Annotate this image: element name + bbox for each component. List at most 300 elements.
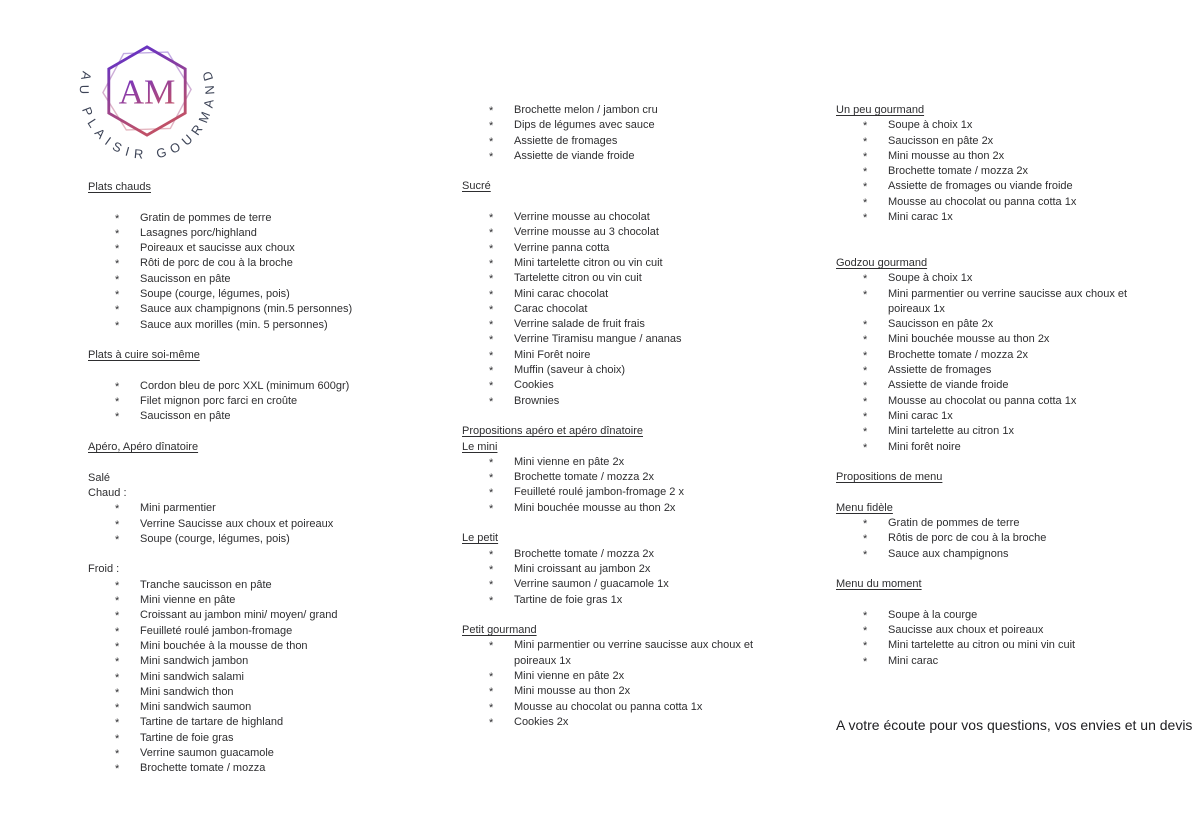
menu-item — [462, 348, 782, 363]
bullet-asterisk: * — [863, 150, 868, 163]
section-heading: Le petit — [462, 532, 499, 545]
menu-item — [836, 440, 1136, 455]
menu-item — [462, 562, 782, 577]
bullet-asterisk: * — [863, 273, 868, 286]
spacer — [88, 547, 410, 562]
section-heading: Sucré — [462, 180, 491, 193]
bullet-asterisk: * — [115, 319, 120, 332]
bullet-asterisk: * — [489, 563, 494, 576]
menu-item-text: Mini Forêt noire — [514, 348, 591, 361]
logo — [72, 16, 222, 166]
bullet-asterisk: * — [115, 763, 120, 776]
item-list — [88, 578, 410, 777]
menu-item-text: Carac chocolat — [514, 302, 588, 315]
bullet-asterisk: * — [863, 288, 868, 301]
menu-item — [88, 624, 410, 639]
bullet-asterisk: * — [489, 150, 494, 163]
menu-item — [836, 409, 1136, 424]
item-list — [462, 638, 782, 730]
bullet-asterisk: * — [863, 625, 868, 638]
menu-item-text: Mini vienne en pâte 2x — [514, 455, 625, 468]
section-label: Chaud : — [88, 486, 127, 499]
menu-item — [462, 470, 782, 485]
menu-item-text: Mousse au chocolat ou panna cotta 1x — [888, 195, 1077, 208]
menu-item-text: Mini carac — [888, 654, 939, 667]
menu-item-text: Saucisse aux choux et poireaux — [888, 624, 1044, 637]
menu-item — [88, 654, 410, 669]
menu-item — [88, 761, 410, 776]
menu-item — [462, 638, 782, 669]
bullet-asterisk: * — [115, 671, 120, 684]
menu-item — [836, 394, 1136, 409]
bullet-asterisk: * — [115, 503, 120, 516]
menu-item — [88, 746, 410, 761]
menu-item-text: Mini carac 1x — [888, 211, 953, 224]
spacer — [462, 409, 782, 424]
menu-item — [836, 348, 1136, 363]
bullet-asterisk: * — [863, 135, 868, 148]
menu-item-text: Mini tartelette citron ou vin cuit — [514, 256, 663, 269]
bullet-asterisk: * — [489, 456, 494, 469]
menu-item — [836, 516, 1136, 531]
menu-item-text: Mini mousse au thon 2x — [514, 685, 631, 698]
footer-note: A votre écoute pour vos questions, vos envies et un devis — [836, 716, 1193, 733]
bullet-asterisk: * — [489, 288, 494, 301]
bullet-asterisk: * — [489, 334, 494, 347]
menu-item-text: Cordon bleu de porc XXL (minimum 600gr) — [140, 379, 350, 392]
item-list — [462, 547, 782, 608]
bullet-asterisk: * — [489, 670, 494, 683]
menu-item — [88, 700, 410, 715]
menu-item-text: Soupe à choix 1x — [888, 119, 973, 132]
menu-item-text: Mini parmentier ou verrine saucisse aux choux et poireaux 1x — [888, 287, 1128, 315]
menu-item-text: Filet mignon porc farci en croûte — [140, 395, 298, 408]
menu-item — [88, 670, 410, 685]
menu-item-text: Brochette tomate / mozza 2x — [514, 471, 655, 484]
menu-item-text: Assiette de fromages ou viande froide — [888, 180, 1073, 193]
bullet-asterisk: * — [863, 166, 868, 179]
menu-item — [836, 210, 1136, 225]
spacer — [88, 333, 410, 348]
menu-item — [462, 241, 782, 256]
menu-item — [88, 593, 410, 608]
menu-item-text: Mini tartelette au citron 1x — [888, 425, 1014, 438]
menu-item — [462, 394, 782, 409]
bullet-asterisk: * — [115, 289, 120, 302]
spacer — [462, 516, 782, 531]
bullet-asterisk: * — [489, 273, 494, 286]
logo-svg — [72, 16, 222, 166]
menu-item — [836, 547, 1136, 562]
menu-item — [836, 271, 1136, 286]
menu-item — [462, 593, 782, 608]
item-list — [462, 455, 782, 516]
menu-item-text: Soupe (courge, légumes, pois) — [140, 288, 290, 301]
menu-item — [836, 608, 1136, 623]
section-heading: Propositions de menu — [836, 471, 943, 484]
menu-item — [836, 179, 1136, 194]
menu-item — [88, 379, 410, 394]
menu-item-text: Brochette tomate / mozza 2x — [888, 348, 1029, 361]
menu-item — [836, 134, 1136, 149]
menu-item-text: Mini vienne en pâte — [140, 594, 236, 607]
menu-item-text: Cookies — [514, 379, 554, 392]
section-label: Froid : — [88, 563, 120, 576]
bullet-asterisk: * — [489, 257, 494, 270]
menu-item-text: Tranche saucisson en pâte — [140, 578, 272, 591]
menu-item-text: Mini bouchée à la mousse de thon — [140, 639, 308, 652]
bullet-asterisk: * — [863, 533, 868, 546]
menu-item-text: Mini mousse au thon 2x — [888, 149, 1005, 162]
menu-item-text: Mini parmentier — [140, 502, 216, 515]
menu-item-text: Saucisson en pâte 2x — [888, 134, 994, 147]
menu-item-text: Mini parmentier ou verrine saucisse aux choux et poireaux 1x — [514, 639, 754, 667]
menu-item-text: Tartine de foie gras 1x — [514, 593, 623, 606]
menu-item — [88, 241, 410, 256]
menu-item — [462, 317, 782, 332]
section-label: Salé — [88, 471, 111, 484]
menu-item — [462, 210, 782, 225]
section-heading: Menu fidèle — [836, 501, 893, 514]
bullet-asterisk: * — [863, 640, 868, 653]
section-heading: Plats chauds — [88, 181, 151, 193]
menu-item-text: Feuilleté roulé jambon-fromage 2 x — [514, 486, 684, 499]
menu-column-1 — [88, 180, 410, 777]
menu-item-text: Rôti de porc de cou à la broche — [140, 257, 293, 270]
bullet-asterisk: * — [489, 365, 494, 378]
menu-item — [462, 134, 782, 149]
bullet-asterisk: * — [489, 135, 494, 148]
menu-item-text: Verrine saumon guacamole — [140, 746, 274, 759]
menu-item — [462, 363, 782, 378]
section-heading: Le mini — [462, 440, 498, 453]
bullet-asterisk: * — [115, 304, 120, 317]
bullet-asterisk: * — [115, 747, 120, 760]
spacer — [462, 195, 782, 210]
bullet-asterisk: * — [115, 518, 120, 531]
bullet-asterisk: * — [863, 120, 868, 133]
menu-item-text: Sauce aux champignons (min.5 personnes) — [140, 303, 353, 316]
menu-item-text: Soupe (courge, légumes, pois) — [140, 532, 290, 545]
bullet-asterisk: * — [489, 472, 494, 485]
item-list — [462, 210, 782, 409]
logo-ring-text: AU PLAISIR GOURMAND — [76, 64, 218, 163]
menu-item-text: Brochette tomate / mozza — [140, 762, 266, 775]
menu-column-2 — [462, 103, 782, 730]
bullet-asterisk: * — [115, 595, 120, 608]
menu-item-text: Sauce aux morilles (min. 5 personnes) — [140, 318, 328, 331]
menu-item-text: Verrine saumon / guacamole 1x — [514, 578, 669, 591]
bullet-asterisk: * — [489, 502, 494, 515]
menu-item — [88, 318, 410, 333]
spacer — [462, 608, 782, 623]
menu-item — [462, 332, 782, 347]
menu-item — [462, 669, 782, 684]
menu-item — [836, 638, 1136, 653]
menu-item-text: Brochette tomate / mozza 2x — [514, 547, 655, 560]
menu-item — [88, 394, 410, 409]
menu-item — [88, 287, 410, 302]
item-list — [836, 608, 1136, 669]
menu-item-text: Verrine mousse au chocolat — [514, 211, 650, 224]
bullet-asterisk: * — [115, 625, 120, 638]
bullet-asterisk: * — [115, 656, 120, 669]
menu-item — [462, 256, 782, 271]
bullet-asterisk: * — [489, 227, 494, 240]
spacer — [836, 593, 1136, 608]
bullet-asterisk: * — [115, 533, 120, 546]
menu-item-text: Gratin de pommes de terre — [888, 517, 1020, 530]
logo-monogram: AM — [118, 72, 176, 112]
bullet-asterisk: * — [489, 105, 494, 117]
menu-item — [836, 623, 1136, 638]
menu-item-text: Saucisson en pâte 2x — [888, 318, 994, 331]
menu-item — [88, 731, 410, 746]
menu-item — [462, 501, 782, 516]
menu-item — [462, 715, 782, 730]
section-heading: Menu du moment — [836, 578, 922, 591]
menu-item — [88, 639, 410, 654]
menu-item-text: Rôtis de porc de cou à la broche — [888, 532, 1047, 545]
menu-item-text: Dips de légumes avec sauce — [514, 119, 655, 132]
spacer — [88, 364, 410, 379]
item-list — [88, 211, 410, 333]
menu-item-text: Soupe à choix 1x — [888, 272, 973, 285]
menu-item-text: Mini tartelette au citron ou mini vin cuit — [888, 639, 1076, 652]
menu-item — [88, 608, 410, 623]
bullet-asterisk: * — [489, 487, 494, 500]
menu-item — [88, 256, 410, 271]
menu-item-text: Assiette de viande froide — [888, 379, 1009, 392]
bullet-asterisk: * — [115, 717, 120, 730]
spacer — [462, 164, 782, 179]
bullet-asterisk: * — [863, 349, 868, 362]
menu-item-text: Croissant au jambon mini/ moyen/ grand — [140, 609, 338, 622]
spacer — [836, 485, 1136, 500]
menu-item-text: Verrine Tiramisu mangue / ananas — [514, 333, 682, 346]
menu-item — [462, 287, 782, 302]
bullet-asterisk: * — [489, 380, 494, 393]
menu-item-text: Verrine Saucisse aux choux et poireaux — [140, 517, 334, 530]
menu-item — [836, 149, 1136, 164]
menu-item-text: Mousse au chocolat ou panna cotta 1x — [514, 700, 703, 713]
bullet-asterisk: * — [115, 258, 120, 271]
spacer — [836, 562, 1136, 577]
bullet-asterisk: * — [863, 441, 868, 454]
section-heading: Un peu gourmand — [836, 104, 925, 116]
bullet-asterisk: * — [863, 426, 868, 439]
section-heading: Petit gourmand — [462, 624, 537, 637]
section-heading: Plats à cuire soi-même — [88, 349, 200, 362]
spacer — [88, 195, 410, 210]
spacer — [836, 455, 1136, 470]
menu-item — [462, 455, 782, 470]
bullet-asterisk: * — [115, 273, 120, 286]
menu-item-text: Mini carac 1x — [888, 409, 953, 422]
menu-item — [836, 424, 1136, 439]
item-list — [462, 103, 782, 164]
bullet-asterisk: * — [863, 518, 868, 531]
menu-item — [462, 378, 782, 393]
spacer — [88, 425, 410, 440]
bullet-asterisk: * — [863, 181, 868, 194]
bullet-asterisk: * — [115, 579, 120, 592]
bullet-asterisk: * — [863, 365, 868, 378]
bullet-asterisk: * — [863, 334, 868, 347]
menu-item — [462, 577, 782, 592]
menu-item — [88, 578, 410, 593]
bullet-asterisk: * — [863, 196, 868, 209]
section-heading: Apéro, Apéro dînatoire — [88, 441, 199, 454]
bullet-asterisk: * — [489, 120, 494, 133]
menu-item-text: Muffin (saveur à choix) — [514, 364, 626, 377]
menu-item — [836, 363, 1136, 378]
menu-item — [462, 700, 782, 715]
bullet-asterisk: * — [115, 610, 120, 623]
menu-item — [462, 547, 782, 562]
item-list — [836, 271, 1136, 455]
menu-item-text: Verrine panna cotta — [514, 241, 610, 254]
menu-item-text: Mini sandwich jambon — [140, 655, 249, 668]
bullet-asterisk: * — [863, 410, 868, 423]
menu-item-text: Saucisson en pâte — [140, 410, 231, 423]
menu-item — [836, 654, 1136, 669]
bullet-asterisk: * — [489, 349, 494, 362]
menu-item-text: Lasagnes porc/highland — [140, 226, 257, 239]
spacer — [836, 225, 1136, 240]
bullet-asterisk: * — [115, 732, 120, 745]
menu-item — [462, 485, 782, 500]
menu-item — [462, 149, 782, 164]
bullet-asterisk: * — [489, 640, 494, 653]
bullet-asterisk: * — [863, 212, 868, 225]
menu-item — [462, 271, 782, 286]
menu-item-text: Poireaux et saucisse aux choux — [140, 242, 295, 255]
menu-item — [88, 226, 410, 241]
section-heading: Propositions apéro et apéro dînatoire — [462, 425, 644, 438]
bullet-asterisk: * — [115, 243, 120, 256]
bullet-asterisk: * — [489, 701, 494, 714]
menu-item — [836, 531, 1136, 546]
menu-item-text: Brochette tomate / mozza 2x — [888, 165, 1029, 178]
menu-item-text: Mini croissant au jambon 2x — [514, 562, 651, 575]
menu-item-text: Assiette de fromages — [514, 134, 618, 147]
menu-item-text: Sauce aux champignons — [888, 547, 1009, 560]
menu-item — [836, 317, 1136, 332]
menu-item-text: Mini sandwich saumon — [140, 701, 252, 714]
menu-item — [88, 272, 410, 287]
bullet-asterisk: * — [863, 380, 868, 393]
bullet-asterisk: * — [489, 686, 494, 699]
menu-item — [836, 164, 1136, 179]
menu-item-text: Tartine de tartare de highland — [140, 716, 284, 729]
bullet-asterisk: * — [115, 396, 120, 409]
item-list — [88, 501, 410, 547]
bullet-asterisk: * — [489, 548, 494, 561]
menu-item-text: Assiette de viande froide — [514, 149, 635, 162]
menu-item — [462, 118, 782, 133]
menu-item-text: Tartine de foie gras — [140, 731, 234, 744]
menu-column-3 — [836, 103, 1193, 735]
bullet-asterisk: * — [115, 411, 120, 424]
menu-item-text: Mini bouchée mousse au thon 2x — [888, 333, 1050, 346]
bullet-asterisk: * — [863, 655, 868, 668]
bullet-asterisk: * — [863, 548, 868, 561]
bullet-asterisk: * — [115, 227, 120, 240]
menu-item — [462, 225, 782, 240]
item-list — [836, 118, 1136, 225]
bullet-asterisk: * — [489, 579, 494, 592]
menu-item-text: Saucisson en pâte — [140, 272, 231, 285]
menu-item-text: Mini forêt noire — [888, 440, 961, 453]
bullet-asterisk: * — [115, 702, 120, 715]
menu-item-text: Mini vienne en pâte 2x — [514, 669, 625, 682]
spacer — [836, 241, 1136, 256]
menu-item — [836, 332, 1136, 347]
bullet-asterisk: * — [115, 686, 120, 699]
menu-item-text: Mini carac chocolat — [514, 287, 609, 300]
item-list — [88, 379, 410, 425]
menu-item-text: Assiette de fromages — [888, 364, 992, 377]
menu-item-text: Brownies — [514, 394, 560, 407]
menu-item — [88, 302, 410, 317]
menu-item-text: Feuilleté roulé jambon-fromage — [140, 624, 293, 637]
menu-item — [462, 302, 782, 317]
menu-item — [462, 103, 782, 118]
section-heading: Godzou gourmand — [836, 256, 928, 269]
spacer — [88, 455, 410, 470]
menu-item — [88, 211, 410, 226]
menu-item-text: Verrine mousse au 3 chocolat — [514, 226, 659, 239]
bullet-asterisk: * — [489, 303, 494, 316]
menu-item — [462, 684, 782, 699]
bullet-asterisk: * — [489, 242, 494, 255]
menu-item-text: Tartelette citron ou vin cuit — [514, 272, 642, 285]
bullet-asterisk: * — [489, 395, 494, 408]
bullet-asterisk: * — [489, 212, 494, 225]
menu-item-text: Mousse au chocolat ou panna cotta 1x — [888, 394, 1077, 407]
menu-item — [88, 532, 410, 547]
bullet-asterisk: * — [115, 380, 120, 393]
menu-item-text: Cookies 2x — [514, 715, 569, 728]
bullet-asterisk: * — [115, 640, 120, 653]
menu-item-text: Gratin de pommes de terre — [140, 211, 272, 224]
menu-item-text: Soupe à la courge — [888, 608, 978, 621]
bullet-asterisk: * — [489, 594, 494, 607]
menu-item-text: Brochette melon / jambon cru — [514, 104, 658, 116]
menu-item-text: Mini bouchée mousse au thon 2x — [514, 501, 676, 514]
menu-item — [836, 378, 1136, 393]
menu-item — [88, 501, 410, 516]
menu-item — [836, 118, 1136, 133]
bullet-asterisk: * — [489, 716, 494, 729]
menu-item — [88, 409, 410, 424]
menu-item-text: Mini sandwich salami — [140, 670, 244, 683]
menu-item — [88, 517, 410, 532]
menu-item — [836, 195, 1136, 210]
bullet-asterisk: * — [863, 609, 868, 622]
menu-item-text: Verrine salade de fruit frais — [514, 318, 645, 331]
item-list — [836, 516, 1136, 562]
bullet-asterisk: * — [863, 395, 868, 408]
menu-item — [88, 685, 410, 700]
menu-item — [88, 715, 410, 730]
bullet-asterisk: * — [489, 319, 494, 332]
bullet-asterisk: * — [115, 212, 120, 225]
menu-item — [836, 287, 1136, 318]
menu-item-text: Mini sandwich thon — [140, 685, 234, 698]
bullet-asterisk: * — [863, 319, 868, 332]
